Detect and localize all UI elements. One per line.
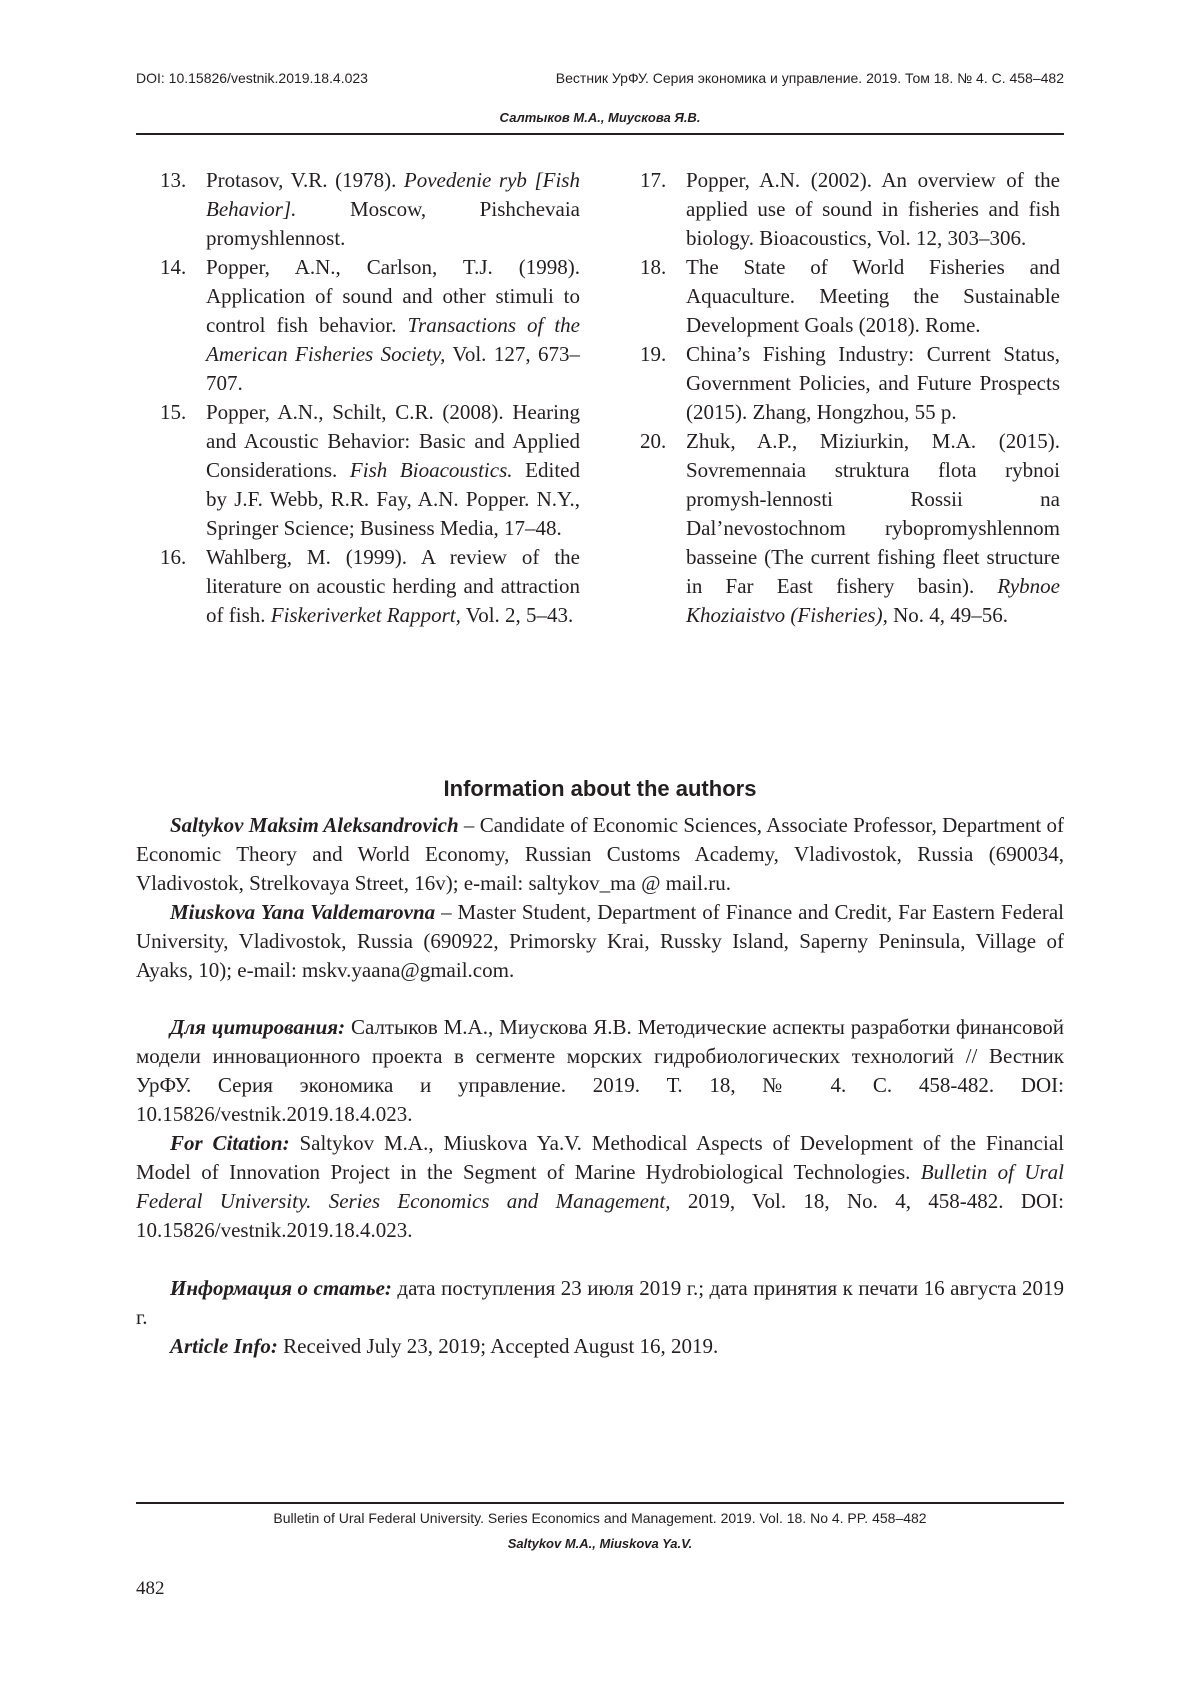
- article-info-en-text: Received July 23, 2019; Accepted August 16, 2019.: [277, 1334, 719, 1358]
- article-info-ru-label: Информация о статье:: [170, 1276, 392, 1300]
- reference-source: Rybnoe Khoziaistvo (Fisheries),: [686, 574, 1060, 627]
- reference-source: Povedenie ryb [Fish Behavior].: [206, 168, 580, 221]
- reference-number: 15.: [160, 400, 187, 424]
- page-number: 482: [136, 1578, 165, 1599]
- reference-text-tail: Edited by J.F. Webb, R.R. Fay, A.N. Popper. N.Y., Springer Science; Business Media, 17–48.: [206, 458, 580, 540]
- reference-item: [640, 340, 1060, 427]
- header-journal: Вестник УрФУ. Серия экономика и управление. 2019. Том 18. № 4. С. 458–482: [555, 70, 1064, 86]
- reference-text: Zhuk, A.P., Miziurkin, M.A. (2015). Sovremennaia struktura flota rybnoi promysh-lennosti Rossii na Dal’nevostochnom rybopromyshlennom basseine (The current fishing fleet structure in Far East fishery basin).: [686, 429, 1060, 598]
- reference-text: The State of World Fisheries and Aquaculture. Meeting the Sustainable Development Goals (2018). Rome.: [686, 255, 1060, 337]
- reference-item: [160, 398, 580, 543]
- citation-ru-label: Для цитирования:: [170, 1015, 346, 1039]
- reference-text-tail: Moscow, Pishchevaia promyshlennost.: [206, 197, 580, 250]
- reference-text: Popper, A.N. (2002). An overview of the applied use of sound in fisheries and fish biology. Bioacoustics, Vol. 12, 303–306.: [686, 168, 1060, 250]
- references-left-column: [160, 166, 580, 630]
- citation-ru: [136, 1013, 1064, 1129]
- reference-number: 16.: [160, 545, 187, 569]
- reference-number: 19.: [640, 342, 667, 366]
- author-1-details: – Candidate of Economic Sciences, Associate Professor, Department of Economic Theory and World Economy, Russian Customs Academy, Vladivostok, Russia (690034, Vladivostok, Strelkovaya Street, 16v); e-mail: saltykov_ma @ mail.ru.: [136, 813, 1064, 895]
- author-2-info: [136, 898, 1064, 985]
- footer-rule: [136, 1502, 1064, 1504]
- reference-item: [640, 253, 1060, 340]
- reference-text-tail: No. 4, 49–56.: [887, 603, 1008, 627]
- citation-en-text: Saltykov M.A., Miuskova Ya.V. Methodical Aspects of Development of the Financial Model of Innovation Project in the Segment of Marine Hydrobiological Technologies.: [136, 1131, 1064, 1184]
- article-info-en-label: Article Info:: [170, 1334, 278, 1358]
- reference-text: Popper, A.N., Schilt, C.R. (2008). Hearing and Acoustic Behavior: Basic and Applied Considerations.: [206, 400, 580, 482]
- reference-number: 18.: [640, 255, 667, 279]
- article-info-ru-text: дата поступления 23 июля 2019 г.; дата принятия к печати 16 августа 2019 г.: [136, 1276, 1064, 1329]
- reference-source: Fiskeriverket Rapport,: [270, 603, 461, 627]
- citation-en: [136, 1129, 1064, 1245]
- author-1-info: [136, 811, 1064, 898]
- reference-text: China’s Fishing Industry: Current Status, Government Policies, and Future Prospects (2015). Zhang, Hongzhou, 55 p.: [686, 342, 1060, 424]
- header-rule: [136, 133, 1064, 135]
- reference-item: [640, 166, 1060, 253]
- citation-en-tail: 2019, Vol. 18, No. 4, 458-482. DOI: 10.15826/vestnik.2019.18.4.023.: [136, 1189, 1065, 1242]
- header-doi: DOI: 10.15826/vestnik.2019.18.4.023: [136, 70, 368, 86]
- reference-source: Fish Bioacoustics.: [349, 458, 513, 482]
- references-right-column: [640, 166, 1060, 630]
- authors-info-title: Information about the authors: [443, 776, 757, 801]
- reference-item: [160, 543, 580, 630]
- reference-text: Protasov, V.R. (1978).: [206, 168, 404, 192]
- article-info-ru: [136, 1274, 1064, 1332]
- footer-authors: Saltykov M.A., Miuskova Ya.V.: [507, 1536, 693, 1551]
- author-1-name: Saltykov Maksim Aleksandrovich: [170, 813, 459, 837]
- reference-item: [160, 166, 580, 253]
- reference-source: Transactions of the American Fisheries Society,: [206, 313, 580, 366]
- reference-number: 13.: [160, 168, 187, 192]
- citation-en-label: For Citation:: [170, 1131, 290, 1155]
- citation-ru-text: Салтыков М.А., Миускова Я.В. Методические аспекты разработки финансовой модели инновационного проекта в сегменте морских гидробиологических технологий // Вестник УрФУ. Серия экономика и управление. 2019. Т. 18, № 4. С. 458-482. DOI: 10.15826/vestnik.2019.18.4.023.: [136, 1015, 1065, 1126]
- author-2-name: Miuskova Yana Valdemarovna: [170, 900, 436, 924]
- reference-text-tail: Vol. 127, 673–707.: [206, 342, 580, 395]
- reference-text: Wahlberg, M. (1999). A review of the literature on acoustic herding and attraction of fish.: [206, 545, 580, 627]
- footer-journal: Bulletin of Ural Federal University. Series Economics and Management. 2019. Vol. 18. No 4. PP. 458–482: [273, 1510, 927, 1526]
- reference-item: [640, 427, 1060, 630]
- reference-number: 14.: [160, 255, 187, 279]
- header-authors: Салтыков М.А., Миускова Я.В.: [499, 110, 701, 125]
- citation-en-journal: Bulletin of Ural Federal University. Series Economics and Management,: [136, 1160, 1065, 1213]
- author-2-details: – Master Student, Department of Finance and Credit, Far Eastern Federal University, Vladivostok, Russia (690922, Primorsky Krai, Russky Island, Saperny Peninsula, Village of Ayaks, 10); e-mail: mskv.yaana@gmail.com.: [136, 900, 1064, 982]
- reference-text-tail: Vol. 2, 5–43.: [460, 603, 574, 627]
- reference-text: Popper, A.N., Carlson, T.J. (1998). Application of sound and other stimuli to control fish behavior.: [206, 255, 580, 337]
- article-info-en: [136, 1332, 1064, 1361]
- reference-number: 17.: [640, 168, 667, 192]
- reference-number: 20.: [640, 429, 667, 453]
- reference-item: [160, 253, 580, 398]
